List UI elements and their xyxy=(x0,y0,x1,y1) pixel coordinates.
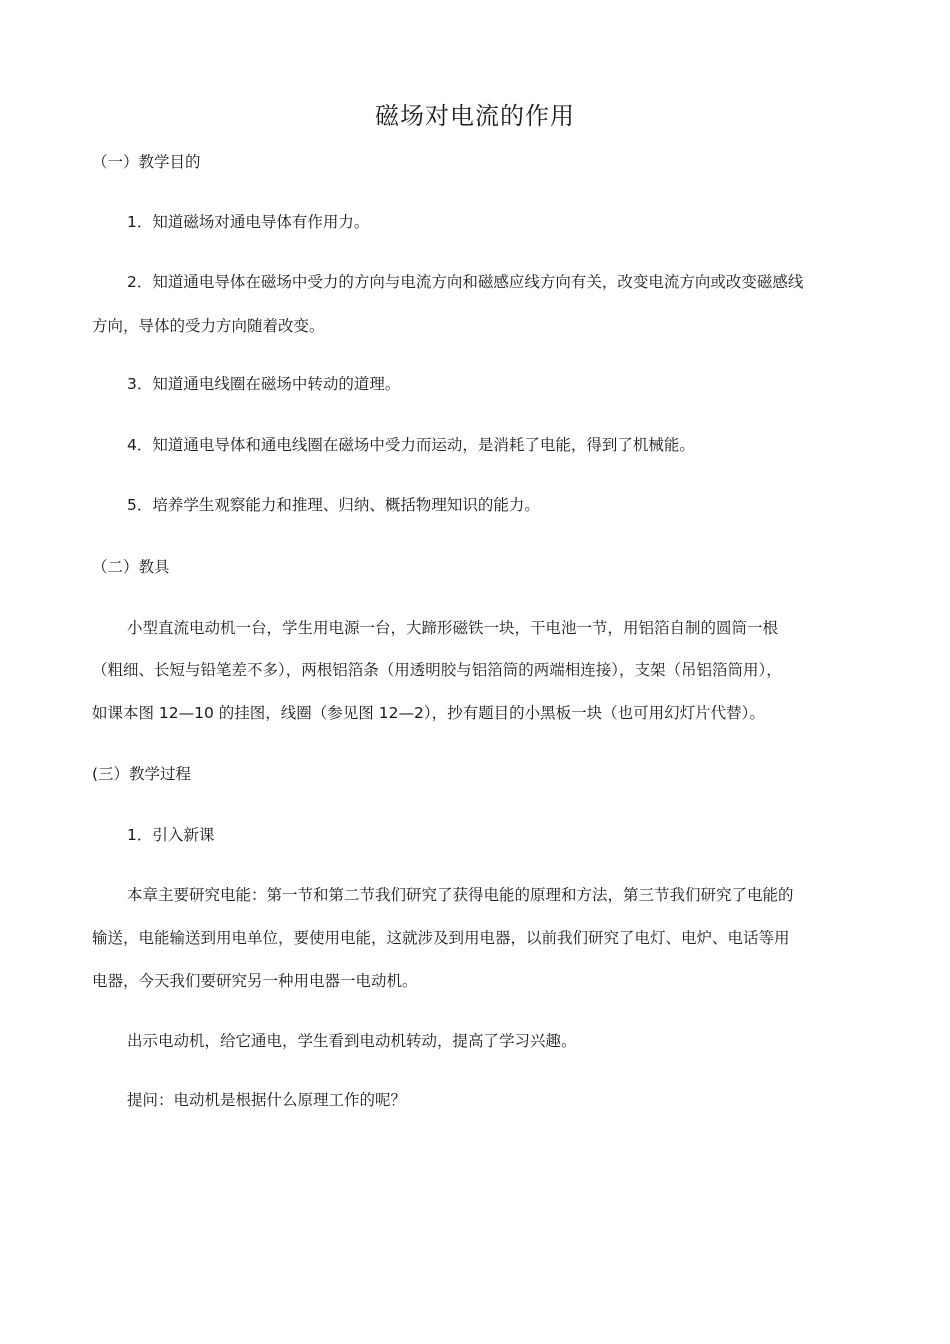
equipment-line: （粗细、长短与铅笔差不多），两根铝箔条（用透明胶与铝箔筒的两端相连接），支架（吊铝箔筒用）， xyxy=(92,661,782,679)
paragraph-line: 电器，今天我们要研究另一种用电器一电动机。 xyxy=(92,972,418,990)
equipment-line: 如课本图 12—10 的挂图，线圈（参见图 12—2），抄有题目的小黑板一块（也可用幻灯片代替）。 xyxy=(92,704,765,722)
subsection-heading: 1．引入新课 xyxy=(127,826,215,844)
section-heading-process: (三）教学过程 xyxy=(92,765,192,783)
section-heading-objectives: （一）教学目的 xyxy=(92,153,201,171)
paragraph: 出示电动机，给它通电，学生看到电动机转动，提高了学习兴趣。 xyxy=(127,1032,577,1050)
paragraph: 提问：电动机是根据什么原理工作的呢？ xyxy=(127,1091,407,1109)
paragraph-line: 输送，电能输送到用电单位，要使用电能，这就涉及到用电器，以前我们研究了电灯、电炉、电话等用 xyxy=(92,929,790,947)
objective-item: 4．知道通电导体和通电线圈在磁场中受力而运动，是消耗了电能，得到了机械能。 xyxy=(127,436,695,454)
equipment-line: 小型直流电动机一台，学生用电源一台，大蹄形磁铁一块，干电池一节，用铝箔自制的圆筒一根 xyxy=(127,619,779,637)
page-title: 磁场对电流的作用 xyxy=(375,102,575,130)
objective-item-continued: 方向，导体的受力方向随着改变。 xyxy=(92,317,325,335)
section-heading-equipment: （二）教具 xyxy=(92,558,170,576)
objective-item: 1．知道磁场对通电导体有作用力。 xyxy=(127,213,370,231)
objective-item: 5．培养学生观察能力和推理、归纳、概括物理知识的能力。 xyxy=(127,496,540,514)
paragraph-line: 本章主要研究电能：第一节和第二节我们研究了获得电能的原理和方法，第三节我们研究了电能的 xyxy=(127,886,794,904)
objective-item: 3．知道通电线圈在磁场中转动的道理。 xyxy=(127,375,401,393)
objective-item: 2．知道通电导体在磁场中受力的方向与电流方向和磁感应线方向有关，改变电流方向或改变磁感线 xyxy=(127,273,804,291)
